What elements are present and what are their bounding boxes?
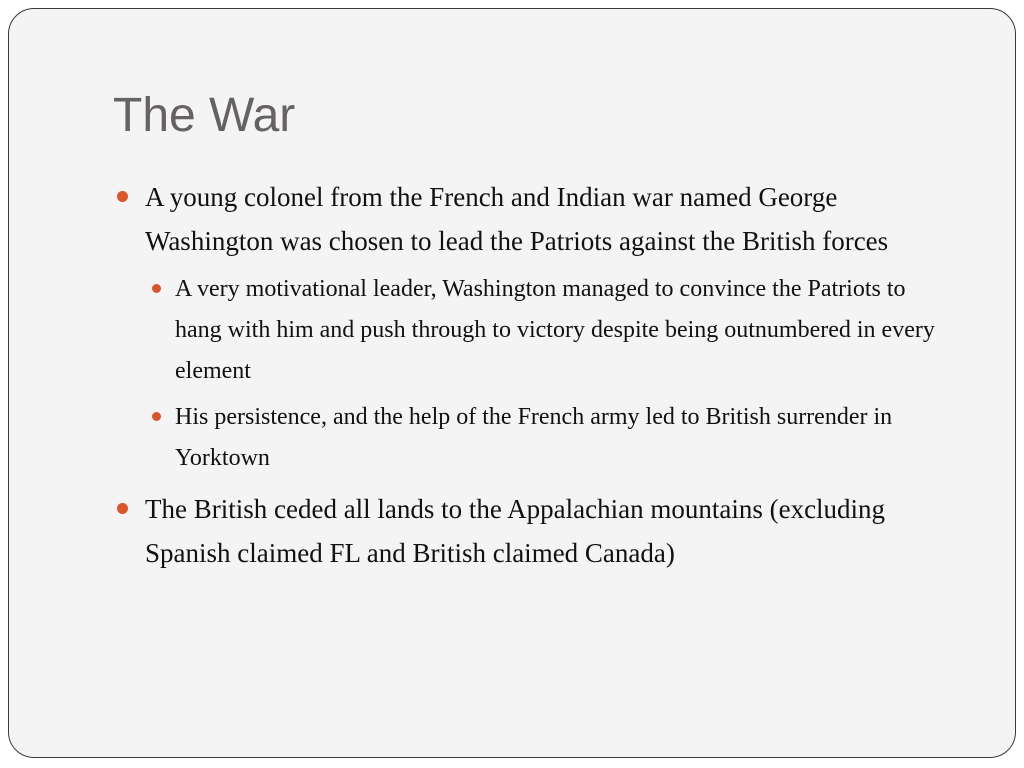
sub-bullet-text: A very motivational leader, Washington managed to convince the Patriots to hang with him and push through to victory despite being outnumbered in every element bbox=[175, 276, 935, 384]
sub-bullet-item bbox=[145, 397, 943, 479]
bullet-item bbox=[113, 487, 943, 575]
bullet-list bbox=[113, 175, 943, 575]
sub-bullet-icon bbox=[152, 412, 161, 421]
slide-content bbox=[113, 175, 943, 583]
bullet-icon bbox=[117, 503, 128, 514]
bullet-icon bbox=[117, 191, 128, 202]
slide-title: The War bbox=[113, 89, 296, 142]
bullet-item bbox=[113, 175, 943, 479]
sub-bullet-item bbox=[145, 269, 943, 392]
sub-bullet-text: His persistence, and the help of the French army led to British surrender in Yorktown bbox=[175, 404, 893, 471]
sub-bullet-icon bbox=[152, 284, 161, 293]
sub-bullet-list bbox=[145, 269, 943, 479]
slide-frame bbox=[8, 8, 1016, 758]
bullet-text: A young colonel from the French and Indian war named George Washington was chosen to lead the Patriots against the British forces bbox=[145, 182, 889, 256]
bullet-text: The British ceded all lands to the Appalachian mountains (excluding Spanish claimed FL and British claimed Canada) bbox=[145, 494, 886, 568]
